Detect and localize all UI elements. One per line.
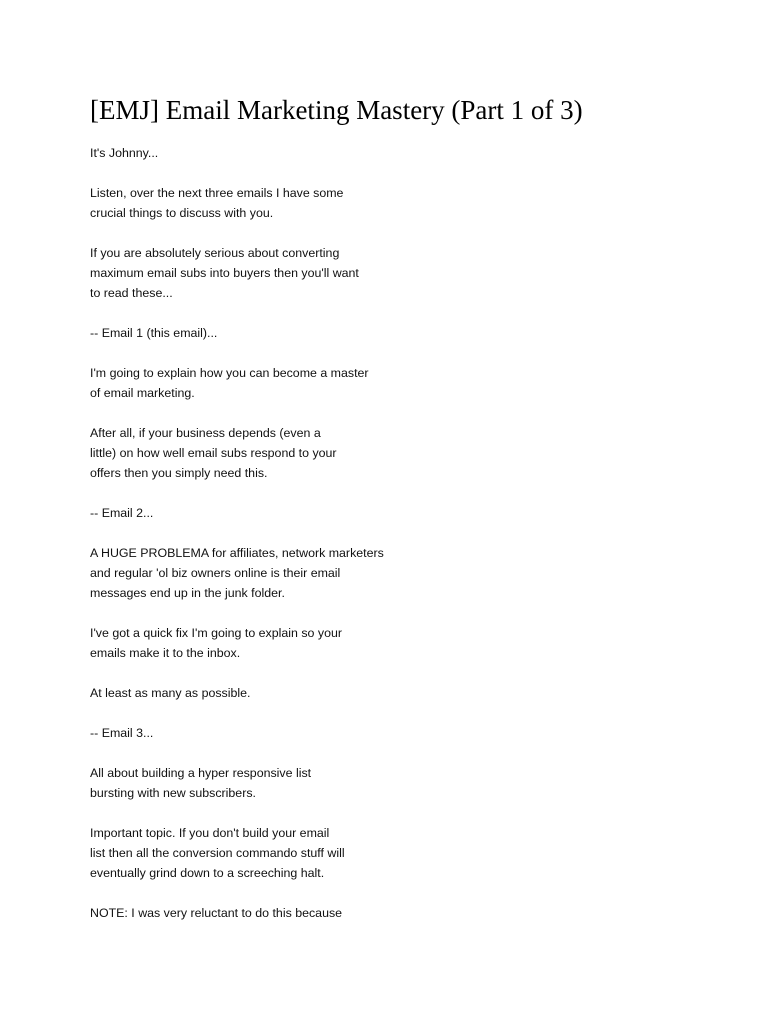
paragraph-email-2-possible: At least as many as possible. <box>90 686 251 700</box>
heading-email-2: -- Email 2... <box>90 506 154 520</box>
paragraph-greeting: It's Johnny... <box>90 146 159 160</box>
paragraph-email-1-business: After all, if your business depends (even a little) on how well email subs respond to your offers then you simply need this. <box>90 426 337 480</box>
paragraph-serious: If you are absolutely serious about converting maximum email subs into buyers then you'll want to read these... <box>90 246 359 300</box>
paragraph-email-3-important: Important topic. If you don't build your email list then all the conversion commando stuff will eventually grind down to a screeching halt. <box>90 826 345 880</box>
paragraph-note: NOTE: I was very reluctant to do this because <box>90 906 343 920</box>
paragraph-email-1-master: I'm going to explain how you can become a master of email marketing. <box>90 366 369 400</box>
document-title: [EMJ] Email Marketing Mastery (Part 1 of 3) <box>90 95 583 125</box>
paragraph-email-3-list: All about building a hyper responsive list bursting with new subscribers. <box>90 766 312 800</box>
document-body <box>90 143 710 943</box>
paragraph-email-2-problem: A HUGE PROBLEMA for affiliates, network marketers and regular 'ol biz owners online is their email messages end up in the junk folder. <box>90 546 384 600</box>
heading-email-1: -- Email 1 (this email)... <box>90 326 218 340</box>
heading-email-3: -- Email 3... <box>90 726 154 740</box>
paragraph-email-2-fix: I've got a quick fix I'm going to explain so your emails make it to the inbox. <box>90 626 342 660</box>
paragraph-intro: Listen, over the next three emails I have some crucial things to discuss with you. <box>90 186 344 220</box>
